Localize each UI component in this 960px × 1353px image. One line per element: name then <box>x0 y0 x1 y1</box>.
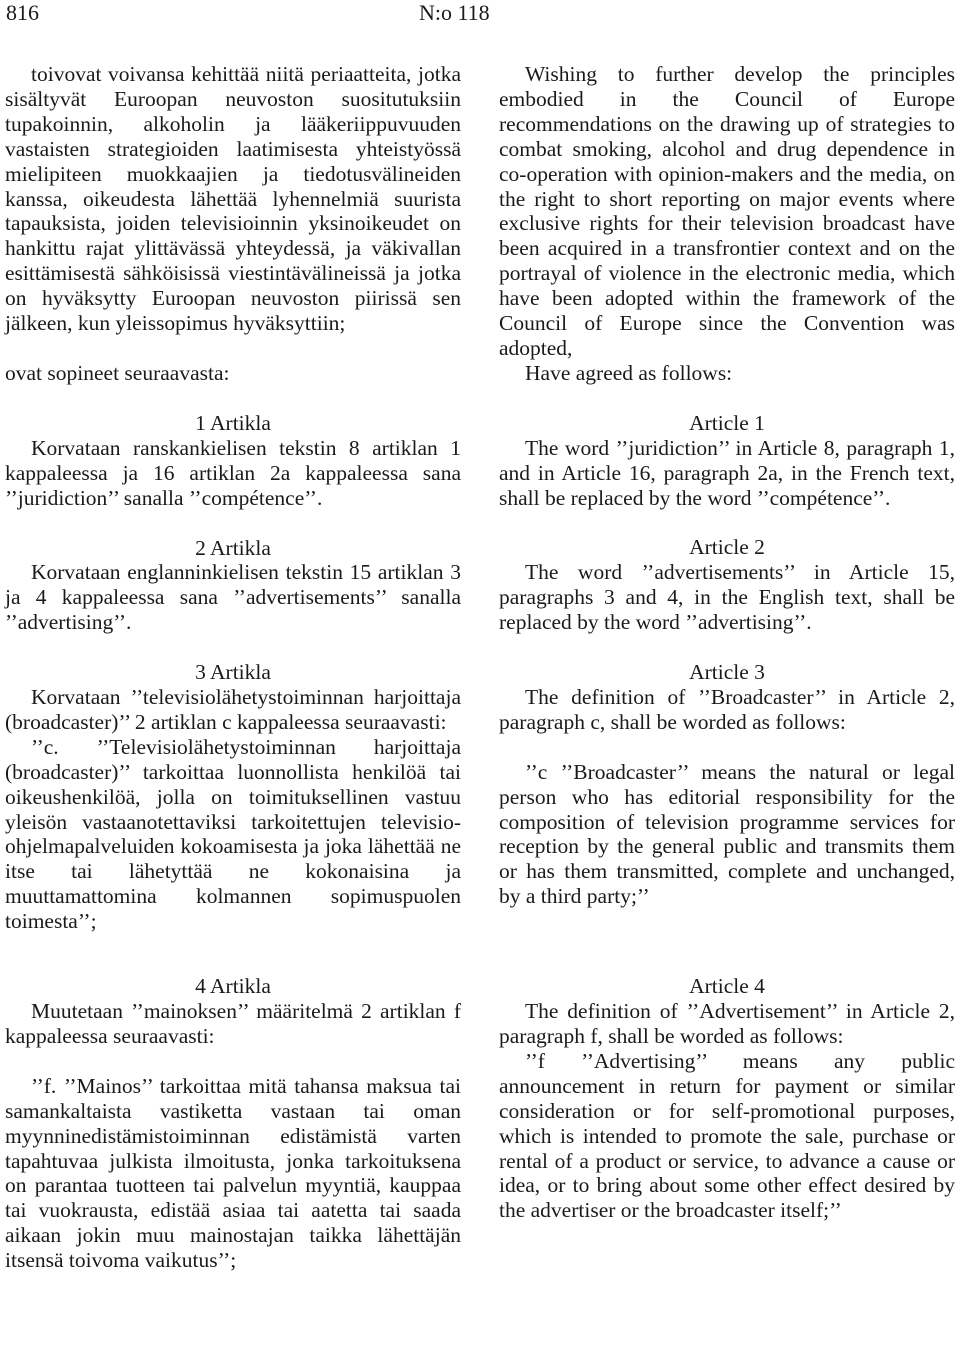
english-column <box>499 62 955 1223</box>
en-article3-heading: Article 3 <box>689 660 765 685</box>
en-article3-text: The definition of ’’Broadcaster’’ in Article 2, paragraph c, shall be worded as follows: <box>499 684 955 734</box>
en-article1-text: The word ’’juridiction’’ in Article 8, paragraph 1, and in Article 16, paragraph 2a, in the French text, shall be replaced by the word ’’compétence’’. <box>499 435 955 510</box>
fi-preamble: toivovat voivansa kehittää niitä periaatteita, jotka sisältyvät Euroopan neuvoston suositutuksiin tupakoinnin, alkoholin ja lääkeriippuvuuden vastaisten strategioiden laatimisesta yhteistyössä mielipiteen muokkaajien ja tiedotusvälineiden kanssa, oikeudesta lähettää lyhennelmiä suurista tapauksista, joiden televisioinnin yksinoikeudet on hankittu rajat ylittävässä yhteydessä, ja väkivallan esittämisestä sähköisissä viestintävälineissä ja jotka on hyväksytty Euroopan neuvoston piirissä sen jälkeen, kun yleissopimus hyväksyttiin; <box>5 62 461 336</box>
fi-article1-text: Korvataan ranskankielisen tekstin 8 artiklan 1 kappaleessa ja 16 artiklan 2a kappaleessa sana ’’juridiction’’ sanalla ’’compétence’’. <box>5 435 461 510</box>
en-article2-text: The word ’’advertisements’’ in Article 15, paragraphs 3 and 4, in the English text, shall be replaced by the word ’’advertising’’. <box>499 560 955 635</box>
en-article3-quote: ’’c ’’Broadcaster’’ means the natural or legal person who has editorial responsibility for the composition of television programme services for reception by the general public and transmits them or has them transmitted, complete and unchanged, by a third party;’’ <box>499 759 955 909</box>
fi-article2-text: Korvataan englanninkielisen tekstin 15 artiklan 3 ja 4 kappaleessa sana ’’advertisements’’ sanalla ’’advertising’’. <box>5 560 461 635</box>
fi-agreed: ovat sopineet seuraavasta: <box>5 360 230 385</box>
page-header <box>0 0 960 40</box>
fi-article4-heading: 4 Artikla <box>195 974 271 999</box>
en-article2-heading: Article 2 <box>689 535 765 560</box>
en-article4-quote: ’’f ’’Advertising’’ means any public announcement in return for payment or similar consideration or for self-promotional purposes, which is intended to promote the sale, purchase or rental of a product or service, to advance a cause or idea, or to bring about some other effect desired by the advertiser or the broadcaster itself;’’ <box>499 1048 955 1223</box>
finnish-column <box>5 62 461 1273</box>
fi-article3-heading: 3 Artikla <box>195 660 271 685</box>
fi-article3-quote: ’’c. ’’Televisiolähetystoiminnan harjoittaja (broadcaster)’’ tarkoittaa luonnollista henkilöä tai oikeushenkilöä, jolla on toimituksellinen vastuu yleisön vastaanotettaviksi tarkoitettujen televisio-ohjelmapalveluiden kokoamisesta ja joka lähettää ne itse tai lähetyttää ne kokonaisina ja muuttamattomina kolmannen sopimuspuolen toimesta’’; <box>5 734 461 934</box>
page-number: 816 <box>6 0 39 25</box>
document-number: N:o 118 <box>419 0 490 25</box>
en-article4-heading: Article 4 <box>689 974 765 999</box>
fi-article4-quote: ’’f. ’’Mainos’’ tarkoittaa mitä tahansa maksua tai samankaltaista vastiketta vastaan tai oman myynninedistämistoiminnan edistämistä varten tapahtuvaa julkista ilmoitusta, jonka tarkoituksena on parantaa tuotteen tai palvelun myyntiä, kauppaa tai vuokrausta, edistää asiaa tai aatetta tai saada aikaan jokin muu mainostajan taikka lähettäjän itsensä toivoma vaikutus’’; <box>5 1073 461 1273</box>
fi-article3-text: Korvataan ’’televisiolähetystoiminnan harjoittaja (broadcaster)’’ 2 artiklan c kappaleessa seuraavasti: <box>5 685 461 734</box>
en-preamble: Wishing to further develop the principles embodied in the Council of Europe recommendations on the drawing up of strategies to combat smoking, alcohol and drug dependence in co-operation with opinion-makers and the media, on the right to short reporting on major events where exclusive rights for their television broadcast have been acquired in a transfrontier context and on the portrayal of violence in the electronic media, which have been adopted within the framework of the Council of Europe since the Convention was adopted, <box>499 62 955 360</box>
fi-article2-heading: 2 Artikla <box>195 535 271 560</box>
en-agreed: Have agreed as follows: <box>525 360 733 385</box>
fi-article4-text: Muutetaan ’’mainoksen’’ määritelmä 2 artiklan f kappaleessa seuraavasti: <box>5 999 461 1048</box>
en-article1-heading: Article 1 <box>689 410 765 435</box>
en-article4-text: The definition of ’’Advertisement’’ in Article 2, paragraph f, shall be worded as follows: <box>499 999 955 1048</box>
fi-article1-heading: 1 Artikla <box>195 410 271 435</box>
